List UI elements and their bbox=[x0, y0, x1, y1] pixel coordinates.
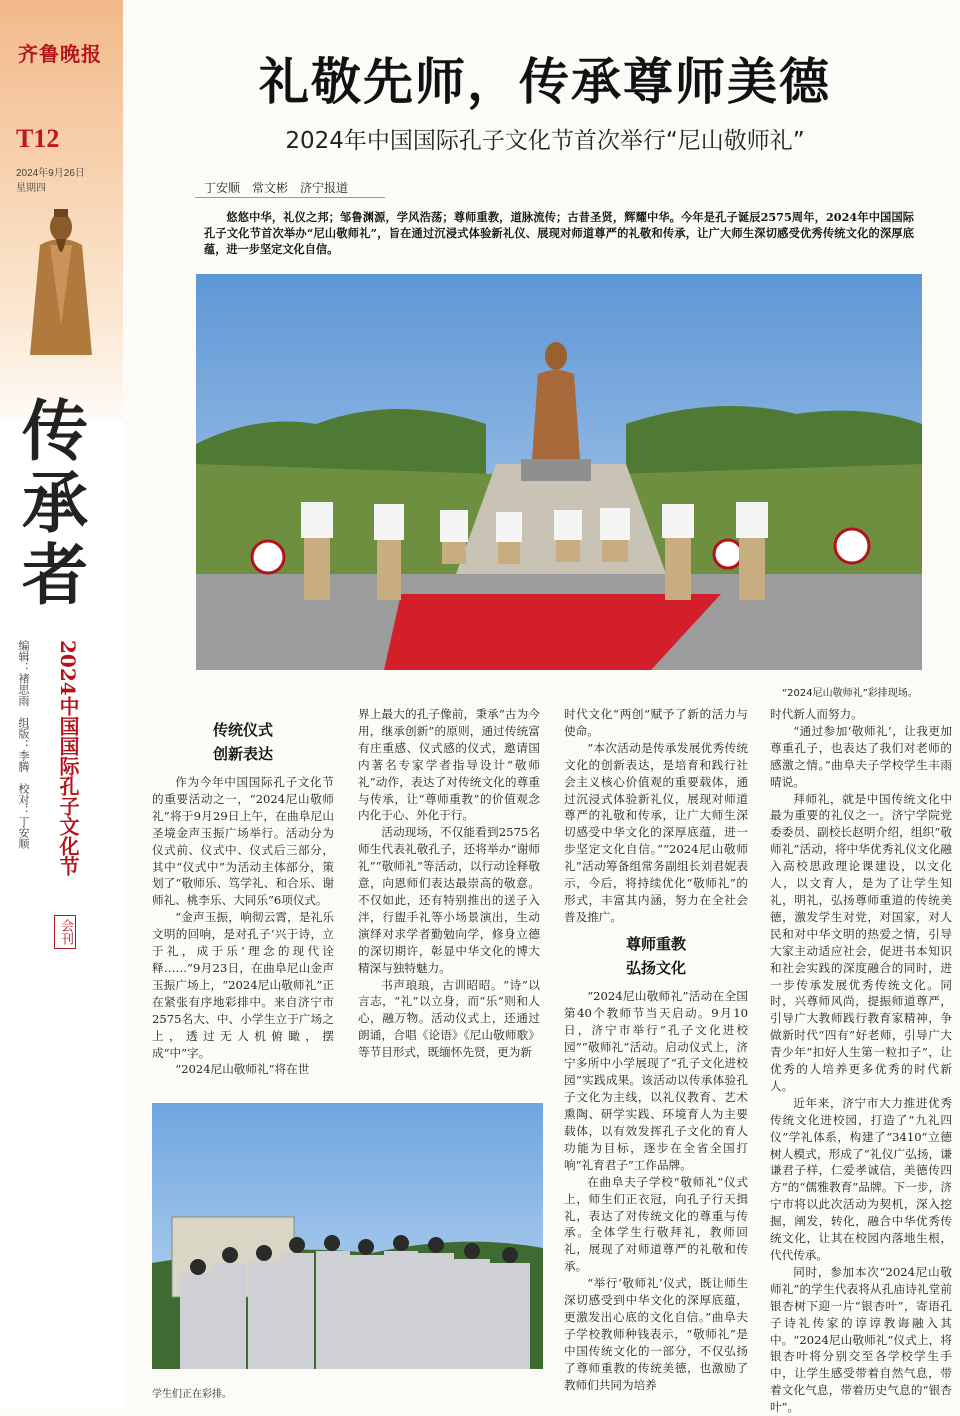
section-heading-line: 尊师重教 bbox=[625, 934, 686, 953]
confucius-statue-illustration bbox=[20, 205, 102, 355]
column-3 bbox=[564, 706, 748, 1394]
calligraphy-char: 承 bbox=[22, 464, 88, 542]
paragraph: 在曲阜夫子学校“敬师礼”仪式上，师生们正衣冠，向孔子行天揖礼，表达了对传统文化的尊重与传承。全体学生行敬拜礼，教师回礼，展现了对师道尊严的礼敬和传承。 bbox=[564, 1174, 748, 1274]
students-photo-caption: 学生们正在彩排。 bbox=[152, 1389, 232, 1400]
section-heading-line: 传统仪式 bbox=[212, 721, 273, 739]
column-4 bbox=[770, 706, 952, 1416]
paragraph: 界上最大的孔子像前，秉承“古为今用，继承创新”的原则，通过传统富有庄重感、仪式感的仪式，邀请国内著名专家学者指导设计“敬师礼”动作，表达了对传统文化的尊重与传承，让“尊师重教”的价值观念内化于心、外化于行。 bbox=[358, 707, 540, 823]
paragraph: 书声琅琅，古训昭昭。“诗”以言志，“礼”以立身，而“乐”则和人心，融万物。活动仪式上，还通过朗诵，合唱《论语》《尼山敬师歌》等节目形式，既缅怀先贤，更为新 bbox=[358, 977, 540, 1060]
paragraph: 时代文化“两创”赋予了新的活力与使命。 bbox=[564, 707, 748, 738]
article-lead: 悠悠中华，礼仪之邦；邹鲁渊源，学风浩荡；尊师重教，道脉流传；古昔圣贤，辉耀中华。今年是孔子诞辰2575周年，2024年中国国际孔子文化节首次举办“尼山敬师礼”，旨在通过沉浸式体验新礼仪、展现对师道尊严的礼敬和传承，让广大师生深切感受优秀传统文化的深厚底蕴，进一步坚定文化自信。 bbox=[204, 210, 914, 256]
paragraph: 拜师礼，就是中国传统文化中最为重要的礼仪之一。济宁学院党委委员、副校长赵明介绍，组织“敬师礼”活动，将中华优秀礼仪文化融入高校思政理论课建设，以文化人，以文育人，是为了让学生知礼，明礼，弘扬尊师重道的传统美德，激发学生对党，对国家，对人民和对中华文明的热爱之情，引导大家主动适应社会，促进书本知识和社会实践的深度融合的同时，进一步传承发展优秀传统文化。同时，兴尊师风尚，提振师道尊严，引导广大教师践行教育家精神，争做新时代“四有”好老师，引导广大青少年“扣好人生第一粒扣子”，让优秀的人培养更多优秀的时代新人。 bbox=[770, 791, 952, 1093]
paragraph: “2024尼山敬师礼”将在世 bbox=[175, 1062, 310, 1077]
students-photo bbox=[152, 1103, 543, 1369]
special-edition-title: 2024中国国际孔子文化节 bbox=[56, 640, 80, 876]
issue-date bbox=[16, 166, 85, 196]
paragraph: 时代新人而努力。 bbox=[770, 707, 863, 721]
paragraph: “2024尼山敬师礼”活动在全国第40个教师节当天启动。9月10日，济宁市举行“孔子文化进校园”“敬师礼”活动。启动仪式上，济宁多所中小学展现了“孔子文化进校园”实践成果。该活动以传承体验孔子文化为主线，以礼仪教育、艺术熏陶、研学实践、环境育人为主要载体，以有效发挥孔子文化的育人功能为目标，逐步在全省全国打响“礼育君子”工作品牌。 bbox=[564, 988, 748, 1172]
column-1 bbox=[152, 712, 334, 1078]
newspaper-name: 齐鲁晚报 bbox=[18, 42, 102, 66]
byline-divider bbox=[195, 197, 385, 198]
paragraph: “本次活动是传承发展优秀传统文化的创新表达，是培育和践行社会主义核心价值观的重要载体，通过沉浸式体验新礼仪，展现对师道尊严的礼敬和传承，让广大师生深切感受中华文化的深厚底蕴，进一步坚定文化自信。”“2024尼山敬师礼”活动筹备组常务副组长刘君妮表示，今后，将持续优化“敬师礼”的形式，丰富其内涵，努力在全社会普及推广。 bbox=[564, 740, 748, 924]
weekday-text: 星期四 bbox=[16, 183, 46, 194]
page-number: T12 bbox=[16, 124, 60, 153]
paragraph: 作为今年中国国际孔子文化节的重要活动之一，“2024尼山敬师礼”将于9月29日上午，在曲阜尼山圣境金声玉振广场举行。活动分为仪式前、仪式中、仪式后三部分，其中“仪式中”为活动主体部分，策划了“敬师乐、笃学礼、和合乐、谢师礼、桃李乐、大同乐”6项仪式。 bbox=[152, 775, 334, 908]
paragraph: “通过参加‘敬师礼’，让我更加尊重孔子，也表达了我们对老师的感激之情。”曲阜夫子学校学生丰雨晴说。 bbox=[770, 723, 952, 789]
section-heading-2 bbox=[564, 932, 748, 980]
article-subheadline: 2024年中国国际孔子文化节首次举行“尼山敬师礼” bbox=[285, 128, 805, 154]
calligraphy-title bbox=[22, 392, 104, 614]
paragraph: “举行‘敬师礼’仪式，既让师生深切感受到中华文化的深厚底蕴，更激发出心底的文化自信。”曲阜夫子学校教师种钱表示，“敬师礼”是中国传统文化的一部分，不仅弘扬了尊师重教的传统美德，也激励了教师们共同为培养 bbox=[564, 1276, 748, 1392]
staff-credits: 编辑：褚思雨 组版：李腾 校对：丁安顺 bbox=[17, 640, 30, 849]
main-photo-caption: “2024尼山敬师礼”彩排现场。 bbox=[782, 688, 918, 699]
section-heading-1 bbox=[152, 718, 334, 766]
column-2 bbox=[358, 706, 540, 1061]
article-byline: 丁安顺 常文彬 济宁报道 bbox=[204, 181, 349, 195]
section-heading-line: 弘扬文化 bbox=[625, 958, 686, 977]
calligraphy-char: 者 bbox=[22, 536, 88, 614]
calligraphy-char: 传 bbox=[22, 392, 88, 470]
article-headline: 礼敬先师，传承尊师美德 bbox=[259, 52, 831, 111]
special-edition-tag: 会刊 bbox=[54, 915, 76, 949]
paragraph: 近年来，济宁市大力推进优秀传统文化进校园，打造了“九礼四仪”学礼体系，构建了“3410”立德树人模式，形成了“礼仪广弘扬，谦谦君子样，仁爱孝诚信，美德传四方”的“儒雅教育”品牌。下一步，济宁市将以此次活动为契机，深入挖掘，阐发，转化，融合中华优秀传统文化，让其在校园内落地生根，代代传承。 bbox=[770, 1095, 952, 1262]
sidebar bbox=[0, 0, 123, 1409]
section-heading-line: 创新表达 bbox=[212, 745, 273, 763]
paragraph: “金声玉振，响彻云霄，是礼乐文明的回响，是对孔子‘兴于诗，立于礼，成于乐’理念的现代诠释……”9月23日，在曲阜尼山金声玉振广场上，“2024尼山敬师礼”正在紧张有序地彩排中。来自济宁市2575名大、中、小学生立于广场之上，透过无人机俯瞰，摆成“中”字。 bbox=[152, 910, 334, 1060]
main-photo bbox=[196, 274, 922, 670]
paragraph: 同时，参加本次“2024尼山敬师礼”的学生代表将从孔庙诗礼堂前银杏树下迎一片“银杏叶”，寄语孔子诗礼传家的谆谆教诲融入其中。“2024尼山敬师礼”仪式上，将银杏叶将分别交至各学校学生手中，让学生感受带着自然气息，带着文化气息，带着历史气息的“银杏叶”。 bbox=[770, 1264, 952, 1415]
paragraph: 活动现场，不仅能看到2575名师生代表礼敬孔子，还将举办“谢师礼”“敬师礼”等活动，以行动诠释敬意，向恩师们表达最崇高的敬意。不仅如此，还有特别推出的送子入泮，行盥手礼等小场景演出，生动演绎对求学者勤勉向学，修身立德的深切期许，彰显中华文化的博大精深与独特魅力。 bbox=[358, 825, 540, 975]
date-text: 2024年9月26日 bbox=[16, 168, 85, 179]
